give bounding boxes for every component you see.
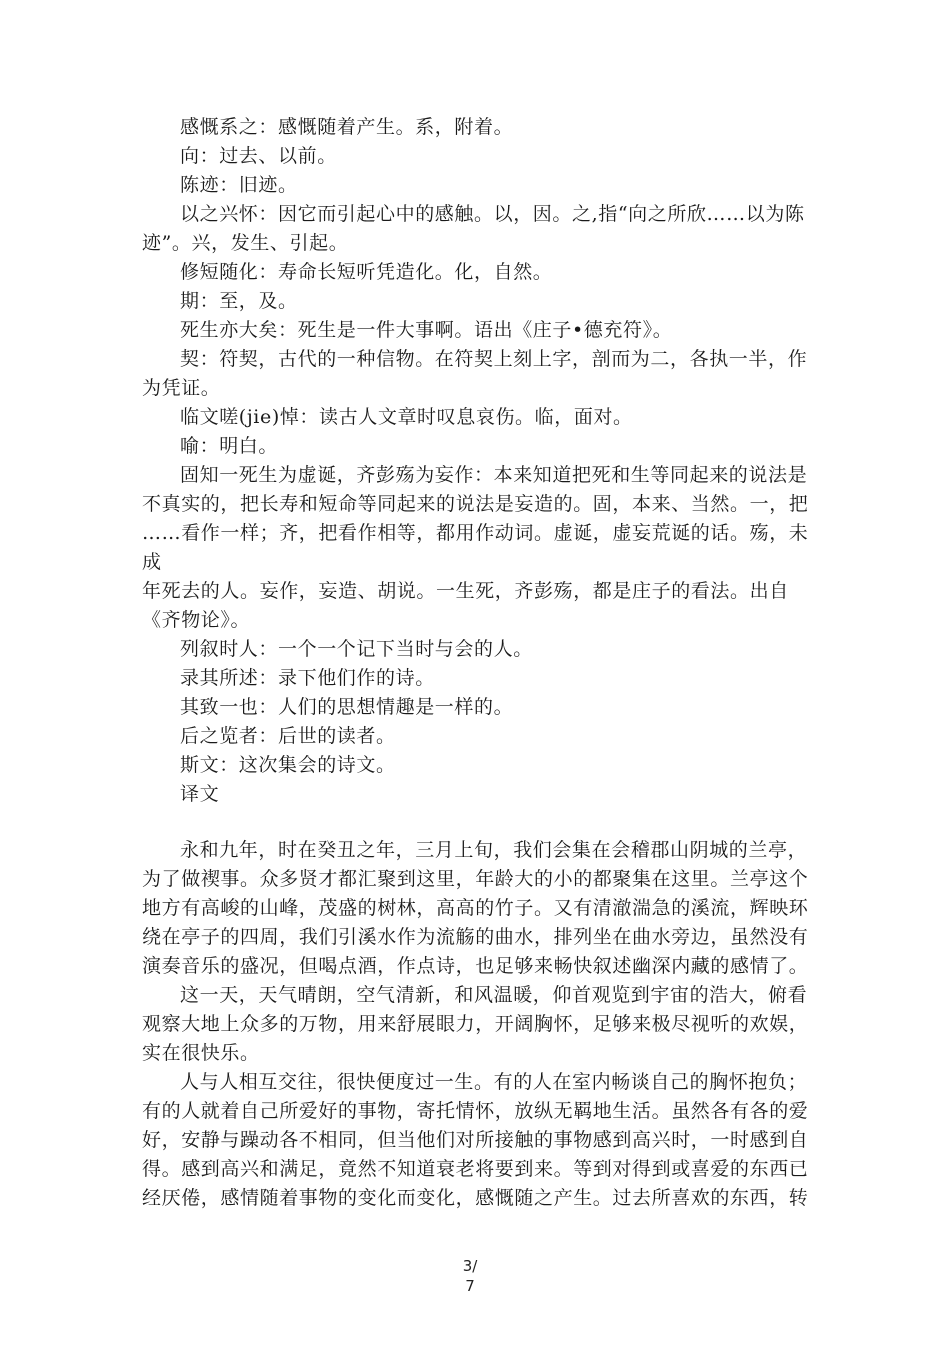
translation-line: 经厌倦，感情随着事物的变化而变化，感慨随之产生。过去所喜欢的东西，转 xyxy=(142,1187,809,1209)
translation-line: 永和九年，时在癸丑之年，三月上旬，我们会集在会稽郡山阴城的兰亭， xyxy=(180,839,808,861)
note-line: 契：符契，古代的一种信物。在符契上刻上字，剖而为二，各执一半，作 xyxy=(180,348,808,370)
note-line: 录其所述：录下他们作的诗。 xyxy=(180,667,435,689)
page-number-bottom: 7 xyxy=(465,1277,475,1295)
translation-line: 这一天，天气晴朗，空气清新，和风温暖，仰首观览到宇宙的浩大，俯看 xyxy=(180,984,808,1006)
note-line: ……看作一样；齐，把看作相等，都用作动词。虚诞，虚妄荒诞的话。殇，未 xyxy=(142,522,809,544)
note-line: 固知一死生为虚诞，齐彭殇为妄作：本来知道把死和生等同起来的说法是 xyxy=(180,464,808,486)
note-line: 其致一也：人们的思想情趣是一样的。 xyxy=(180,696,514,718)
note-line: 以之兴怀：因它而引起心中的感触。以，因。之,指“向之所欣……以为陈 xyxy=(180,203,805,225)
note-line: 喻：明白。 xyxy=(180,435,279,457)
translation-line: 好，安静与躁动各不相同，但当他们对所接触的事物感到高兴时，一时感到自 xyxy=(142,1129,809,1151)
note-line: 期：至，及。 xyxy=(180,290,298,312)
page-number-top: 3/ xyxy=(462,1257,478,1275)
translation-line: 得。感到高兴和满足，竟然不知道衰老将要到来。等到对得到或喜爱的东西已 xyxy=(142,1158,809,1180)
note-line: 斯文：这次集会的诗文。 xyxy=(180,754,396,776)
note-line: 为凭证。 xyxy=(142,377,221,399)
note-line: 后之览者：后世的读者。 xyxy=(180,725,396,747)
translation-line: 演奏音乐的盛况，但喝点酒，作点诗，也足够来畅快叙述幽深内藏的感情了。 xyxy=(142,955,809,977)
note-line: 死生亦大矣：死生是一件大事啊。语出《庄子•德充符》。 xyxy=(180,319,673,341)
note-line: 年死去的人。妄作，妄造、胡说。一生死，齐彭殇，都是庄子的看法。出自 xyxy=(142,580,789,602)
note-line: 《齐物论》。 xyxy=(142,609,251,631)
section-heading: 译文 xyxy=(180,783,220,805)
note-line: 迹”。兴，发生、引起。 xyxy=(142,232,349,254)
note-line: 列叙时人：一个一个记下当时与会的人。 xyxy=(180,638,533,660)
translation-line: 地方有高峻的山峰，茂盛的树林，高高的竹子。又有清澈湍急的溪流，辉映环 xyxy=(142,897,809,919)
translation-line: 人与人相互交往，很快便度过一生。有的人在室内畅谈自己的胸怀抱负； xyxy=(180,1071,808,1093)
translation-line: 为了做禊事。众多贤才都汇聚到这里，年龄大的小的都聚集在这里。兰亭这个 xyxy=(142,868,809,890)
note-line: 不真实的，把长寿和短命等同起来的说法是妄造的。固，本来、当然。一，把 xyxy=(142,493,809,515)
note-line: 成 xyxy=(142,551,162,573)
note-line: 修短随化：寿命长短听凭造化。化，自然。 xyxy=(180,261,553,283)
note-line: 临文嗟(jie)悼：读古人文章时叹息哀伤。临，面对。 xyxy=(180,406,633,428)
note-line: 陈迹：旧迹。 xyxy=(180,174,298,196)
translation-line: 有的人就着自己所爱好的事物，寄托情怀，放纵无羁地生活。虽然各有各的爱 xyxy=(142,1100,809,1122)
translation-line: 实在很快乐。 xyxy=(142,1042,260,1064)
note-line: 感慨系之：感慨随着产生。系，附着。 xyxy=(180,116,514,138)
translation-line: 绕在亭子的四周，我们引溪水作为流觞的曲水，排列坐在曲水旁边，虽然没有 xyxy=(142,926,809,948)
note-line: 向：过去、以前。 xyxy=(180,145,337,167)
translation-line: 观察大地上众多的万物，用来舒展眼力，开阔胸怀，足够来极尽视听的欢娱， xyxy=(142,1013,809,1035)
